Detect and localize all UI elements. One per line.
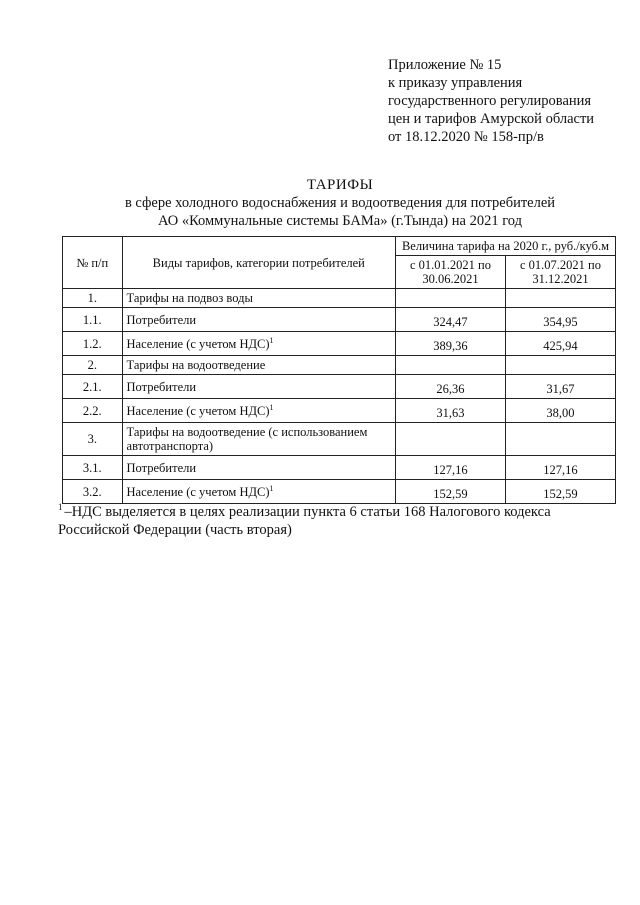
row-category xyxy=(122,332,395,356)
row-category xyxy=(122,308,395,332)
row-number: 1. xyxy=(63,289,123,308)
tariff-value-period-1 xyxy=(396,423,506,456)
row-number: 1.1. xyxy=(63,308,123,332)
table-row xyxy=(63,308,616,332)
table-row xyxy=(63,456,616,480)
row-category xyxy=(122,375,395,399)
tariff-value-period-2: 127,16 xyxy=(505,456,615,480)
row-category xyxy=(122,456,395,480)
row-category xyxy=(122,289,395,308)
row-category-text: Население (с учетом НДС) xyxy=(126,484,270,499)
appendix-line: от 18.12.2020 № 158-пр/в xyxy=(388,129,544,145)
footnote-ref: 1 xyxy=(269,335,274,345)
row-category-text: Население (с учетом НДС) xyxy=(126,403,270,418)
document-title xyxy=(60,176,620,230)
table-row xyxy=(63,356,616,375)
tariff-table xyxy=(62,236,616,504)
row-category xyxy=(122,423,395,456)
tariff-value-period-2 xyxy=(505,423,615,456)
header-period-2: с 01.07.2021 по 31.12.2021 xyxy=(505,256,615,289)
row-number: 2.2. xyxy=(63,399,123,423)
tariff-value-period-2: 354,95 xyxy=(505,308,615,332)
row-number: 1.2. xyxy=(63,332,123,356)
tariff-value-period-1: 389,36 xyxy=(396,332,506,356)
table-row xyxy=(63,423,616,456)
table-row xyxy=(63,289,616,308)
tariff-value-period-2: 31,67 xyxy=(505,375,615,399)
table-row xyxy=(63,399,616,423)
title-main: ТАРИФЫ xyxy=(306,177,374,193)
title-line: в сфере холодного водоснабжения и водоотведения для потребителей xyxy=(124,195,556,211)
row-category-text: Тарифы на подвоз воды xyxy=(126,291,253,305)
tariff-value-period-2: 152,59 xyxy=(505,480,615,504)
tariff-value-period-2: 38,00 xyxy=(505,399,615,423)
tariff-value-period-2 xyxy=(505,356,615,375)
row-category-text: Потребители xyxy=(126,379,197,394)
tariff-value-period-1: 324,47 xyxy=(396,308,506,332)
row-category-text: Тарифы на водоотведение (с использованием автотранспорта) xyxy=(126,425,368,453)
row-category-text: Население (с учетом НДС) xyxy=(126,336,270,351)
row-number: 3. xyxy=(63,423,123,456)
row-number: 2.1. xyxy=(63,375,123,399)
footnote-text: –НДС выделяется в целях реализации пункта 6 статьи 168 Налогового кодекса Российской Федерации (часть вторая) xyxy=(58,503,551,538)
appendix-block xyxy=(388,56,594,146)
table-header-row xyxy=(63,237,616,256)
appendix-line: Приложение № 15 xyxy=(388,57,502,73)
appendix-line: государственного регулирования xyxy=(388,93,592,109)
row-category-text: Потребители xyxy=(126,312,197,327)
title-line: АО «Коммунальные системы БАМа» (г.Тында) на 2021 год xyxy=(157,213,523,229)
row-number: 3.1. xyxy=(63,456,123,480)
table-body xyxy=(63,289,616,504)
header-name: Виды тарифов, категории потребителей xyxy=(122,237,395,289)
row-category-text: Тарифы на водоотведение xyxy=(126,358,266,372)
row-category-text: Потребители xyxy=(126,460,197,475)
row-number: 3.2. xyxy=(63,480,123,504)
header-period-1: с 01.01.2021 по 30.06.2021 xyxy=(396,256,506,289)
row-number: 2. xyxy=(63,356,123,375)
footnote-mark: 1 xyxy=(58,502,63,512)
row-category xyxy=(122,399,395,423)
header-value-group: Величина тарифа на 2020 г., руб./куб.м xyxy=(396,237,616,256)
tariff-value-period-1: 127,16 xyxy=(396,456,506,480)
appendix-line: цен и тарифов Амурской области xyxy=(388,111,595,127)
tariff-value-period-1: 26,36 xyxy=(396,375,506,399)
tariff-value-period-2: 425,94 xyxy=(505,332,615,356)
header-num: № п/п xyxy=(63,237,123,289)
row-category xyxy=(122,356,395,375)
tariff-value-period-1 xyxy=(396,289,506,308)
tariff-value-period-1 xyxy=(396,356,506,375)
table-row xyxy=(63,375,616,399)
footnote-ref: 1 xyxy=(269,483,274,493)
footnote xyxy=(58,498,618,539)
tariff-value-period-1: 152,59 xyxy=(396,480,506,504)
footnote-ref: 1 xyxy=(269,402,274,412)
table-row xyxy=(63,332,616,356)
tariff-value-period-1: 31,63 xyxy=(396,399,506,423)
tariff-value-period-2 xyxy=(505,289,615,308)
appendix-line: к приказу управления xyxy=(388,75,523,91)
